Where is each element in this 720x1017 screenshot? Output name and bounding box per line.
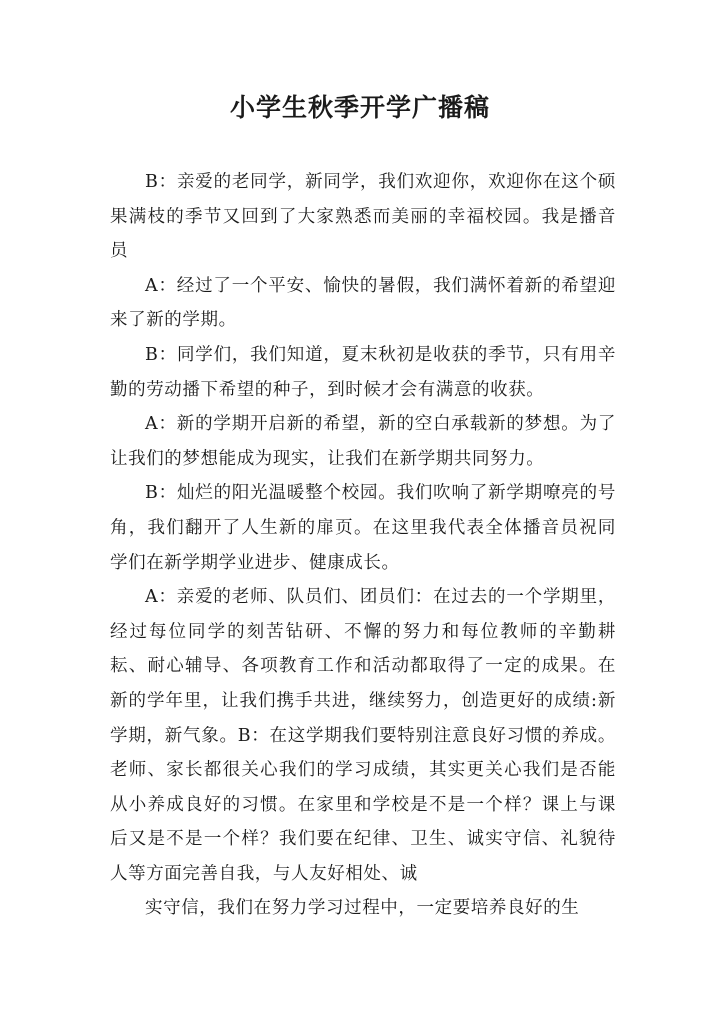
document-body — [110, 165, 616, 926]
paragraph: 实守信，我们在努力学习过程中，一定要培养良好的生 — [145, 898, 580, 919]
page-title: 小学生秋季开学广播稿 — [229, 93, 490, 122]
paragraph: A：亲爱的老师、队员们、团员们：在过去的一个学期里，经过每位同学的刻苦钻研、不懈的努力和每位教师的辛勤耕耘、耐心辅导、各项教育工作和活动都取得了一定的成果。在新的学年里，让我们携手共进，继续努力，创造更好的成绩:新学期，新气象。B：在这学期我们要特别注意良好习惯的养成。老师、家长都很关心我们的学习成绩，其实更关心我们是否能从小养成良好的习惯。在家里和学校是不是一个样？课上与课后又是不是一个样？我们要在纪律、卫生、诚实守信、礼貌待人等方面完善自我，与人友好相处、诚 — [110, 587, 616, 884]
paragraph: B：亲爱的老同学，新同学，我们欢迎你，欢迎你在这个硕果满枝的季节又回到了大家熟悉而美丽的幸福校园。我是播音员 — [110, 172, 616, 262]
paragraph: A：新的学期开启新的希望，新的空白承载新的梦想。为了让我们的梦想能成为现实，让我们在新学期共同努力。 — [110, 414, 616, 469]
paragraph: B：同学们，我们知道，夏末秋初是收获的季节，只有用辛勤的劳动播下希望的种子，到时候才会有满意的收获。 — [110, 344, 616, 400]
paragraph: B：灿烂的阳光温暖整个校园。我们吹响了新学期嘹亮的号角，我们翻开了人生新的扉页。在这里我代表全体播音员祝同学们在新学期学业进步、健康成长。 — [110, 483, 616, 573]
paragraph: A：经过了一个平安、愉快的暑假，我们满怀着新的希望迎来了新的学期。 — [110, 275, 616, 331]
